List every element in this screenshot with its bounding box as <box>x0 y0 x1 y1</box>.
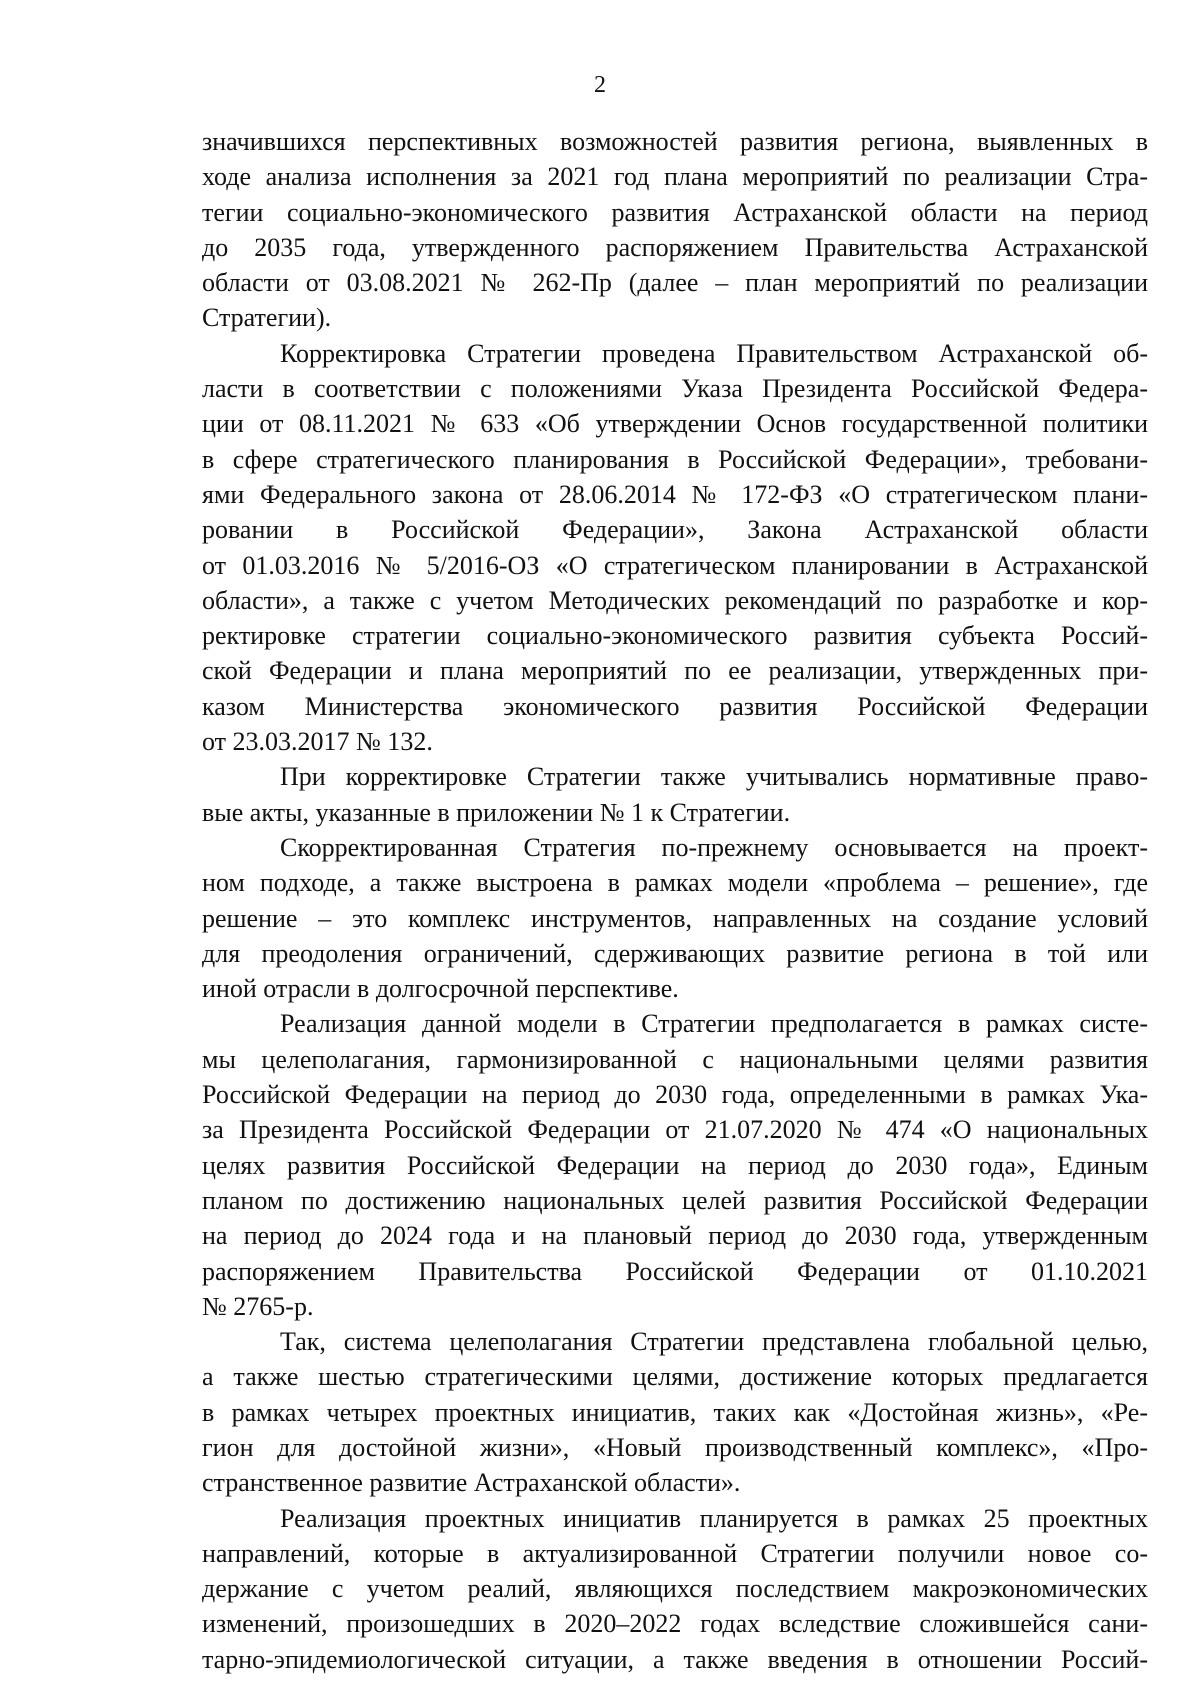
text-line: области», а также с учетом Методических рекомендаций по разработке и кор- <box>202 585 1148 615</box>
text-line: тегии социально-экономического развития Астраханской области на период <box>202 197 1148 227</box>
text-line: в сфере стратегического планирования в Российской Федерации», требовани- <box>202 444 1148 474</box>
paragraph-2 <box>202 336 1148 760</box>
text-line: от 01.03.2016 № 5/2016-ОЗ «О стратегическом планировании в Астраханской <box>202 550 1148 580</box>
page-number: 2 <box>594 72 606 98</box>
text-line: № 2765-р. <box>202 1291 314 1321</box>
text-line: Скорректированная Стратегия по-прежнему основывается на проект- <box>280 832 1148 862</box>
text-line: изменений, произошедших в 2020–2022 годах вследствие сложившейся сани- <box>202 1609 1148 1639</box>
text-line: решение – это комплекс инструментов, направленных на создание условий <box>202 903 1148 933</box>
text-line: ровании в Российской Федерации», Закона Астраханской области <box>202 515 1148 545</box>
text-line: казом Министерства экономического развития Российской Федерации <box>202 691 1148 721</box>
paragraph-3 <box>202 759 1148 830</box>
text-line: на период до 2024 года и на плановый период до 2030 года, утвержденным <box>202 1221 1148 1251</box>
text-line: странственное развитие Астраханской области». <box>202 1468 741 1498</box>
text-line: направлений, которые в актуализированной Стратегии получили новое со- <box>202 1538 1148 1568</box>
text-line: для преодоления ограничений, сдерживающих развитие региона в той или <box>202 938 1148 968</box>
text-line: ном подходе, а также выстроена в рамках модели «проблема – решение», где <box>202 868 1148 898</box>
text-line: ской Федерации и плана мероприятий по ее реализации, утвержденных при- <box>202 656 1148 686</box>
text-line: ректировке стратегии социально-экономического развития субъекта Россий- <box>202 621 1148 651</box>
paragraph-6 <box>202 1324 1148 1500</box>
text-line: Корректировка Стратегии проведена Правительством Астраханской об- <box>280 338 1148 368</box>
text-line: ции от 08.11.2021 № 633 «Об утверждении Основ государственной политики <box>202 409 1148 439</box>
document-body <box>202 124 1148 1677</box>
text-line: ласти в соответствии с положениями Указа Президента Российской Федера- <box>202 374 1148 404</box>
text-line: от 23.03.2017 № 132. <box>202 727 433 757</box>
text-line: распоряжением Правительства Российской Федерации от 01.10.2021 <box>202 1256 1148 1286</box>
paragraph-1 <box>202 124 1148 336</box>
text-line: Стратегии). <box>202 303 332 333</box>
text-line: иной отрасли в долгосрочной перспективе. <box>202 974 679 1004</box>
text-line: мы целеполагания, гармонизированной с национальными целями развития <box>202 1044 1148 1074</box>
text-line: вые акты, указанные в приложении № 1 к Стратегии. <box>202 797 791 827</box>
text-line: держание с учетом реалий, являющихся последствием макроэкономических <box>202 1574 1148 1604</box>
text-line: в рамках четырех проектных инициатив, таких как «Достойная жизнь», «Ре- <box>202 1397 1148 1427</box>
text-line: области от 03.08.2021 № 262-Пр (далее – план мероприятий по реализации <box>202 268 1148 298</box>
text-line: а также шестью стратегическими целями, достижение которых предлагается <box>202 1362 1148 1392</box>
text-line: Российской Федерации на период до 2030 года, определенными в рамках Ука- <box>202 1080 1148 1110</box>
text-line: тарно-эпидемиологической ситуации, а также введения в отношении Россий- <box>202 1644 1148 1674</box>
text-line: Реализация проектных инициатив планируется в рамках 25 проектных <box>280 1503 1148 1533</box>
text-line: целях развития Российской Федерации на период до 2030 года», Единым <box>202 1150 1148 1180</box>
text-line: гион для достойной жизни», «Новый производственный комплекс», «Про- <box>202 1432 1148 1462</box>
text-line: Так, система целеполагания Стратегии представлена глобальной целью, <box>280 1327 1148 1357</box>
text-line: ходе анализа исполнения за 2021 год плана мероприятий по реализации Стра- <box>202 162 1148 192</box>
text-line: ями Федерального закона от 28.06.2014 № 172-ФЗ «О стратегическом плани- <box>202 479 1148 509</box>
text-line: планом по достижению национальных целей развития Российской Федерации <box>202 1185 1148 1215</box>
text-line: за Президента Российской Федерации от 21.07.2020 № 474 «О национальных <box>202 1115 1148 1145</box>
text-line: до 2035 года, утвержденного распоряжением Правительства Астраханской <box>202 232 1148 262</box>
text-line: значившихся перспективных возможностей развития региона, выявленных в <box>202 127 1148 156</box>
paragraph-4 <box>202 830 1148 1006</box>
text-line: При корректировке Стратегии также учитывались нормативные право- <box>280 762 1148 792</box>
paragraph-5 <box>202 1006 1148 1324</box>
text-line: Реализация данной модели в Стратегии предполагается в рамках систе- <box>280 1009 1148 1039</box>
paragraph-7 <box>202 1501 1148 1677</box>
